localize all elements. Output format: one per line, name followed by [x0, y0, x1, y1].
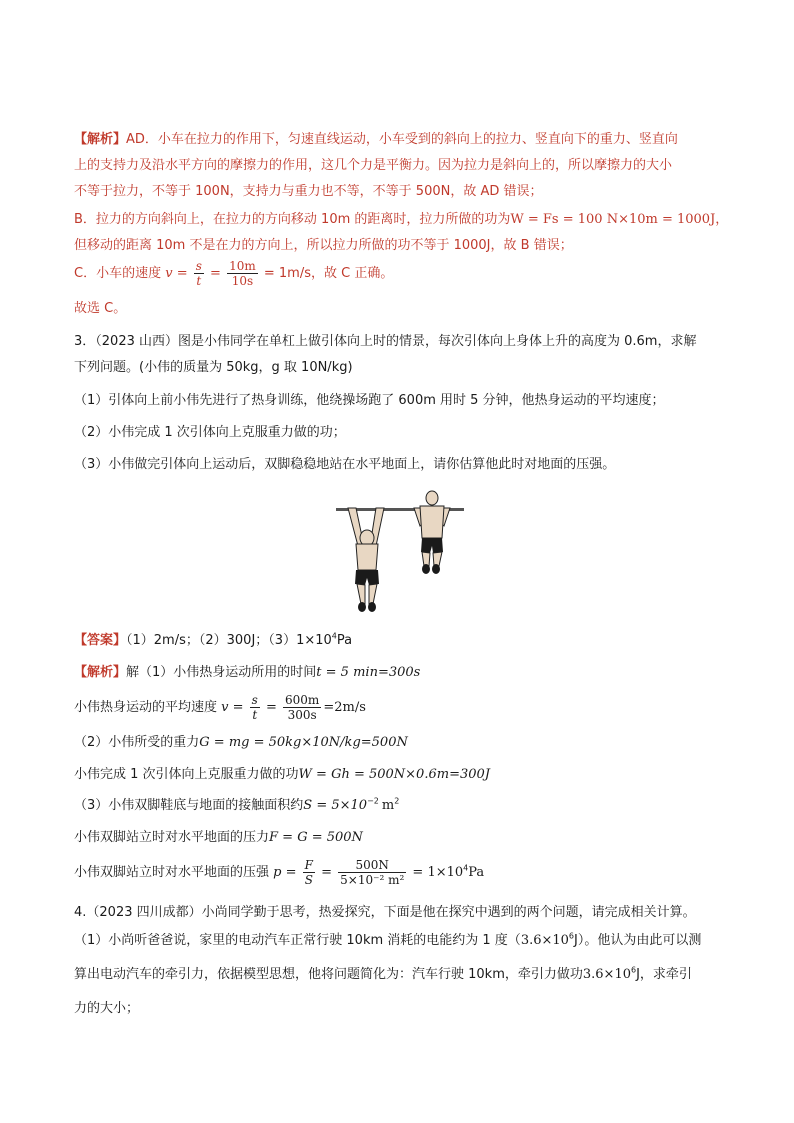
- solution-formula-3: G = mg = 50kg×10N/kg=500N: [199, 735, 408, 750]
- q3-part-2: （2）小伟完成 1 次引体向上克服重力做的功；: [74, 425, 346, 440]
- fraction-numerator: 500N: [338, 858, 406, 873]
- analysis-c-result: = 1m/s，故 C 正确。: [263, 266, 394, 281]
- solution-line-7: 小伟双脚站立时对水平地面的压强 p = $\frac{F}{S}$ = $\frac{500N}{\text{5×10⁻² m²}}$ = $1\times 10^4Pa$: [74, 858, 485, 887]
- analysis-b-text: B．拉力的方向斜向上，在拉力的方向移动 10m 的距离时，拉力所做的功为: [74, 212, 511, 227]
- q3-line-2: 下列问题。(小伟的质量为 50kg，g 取 10N/kg): [74, 360, 353, 375]
- solution-line-4: [74, 766, 490, 784]
- q3-line-1: 3．（2023 山西）图是小伟同学在单杠上做引体向上时的情景，每次引体向上身体上升的高度为 0.6m，求解: [74, 334, 697, 349]
- solution-formula-6: F = G = 500N: [269, 830, 363, 845]
- analysis-line-b2: 但移动的距离 10m 不是在力的方向上，所以拉力所做的功不等于 1000J，故 B 错误；: [74, 238, 573, 253]
- q3-part-3: （3）小伟做完引体向上运动后，双脚稳稳地站在水平地面上，请你估算他此时对地面的压强。: [74, 457, 616, 472]
- q4-text-3a: 算出电动汽车的牵引力，依据模型思想，他将问题简化为：汽车行驶 10km，牵引力做功: [74, 967, 583, 982]
- solution-line-2: 小伟热身运动的平均速度 v = $\frac{s}{t}$ = $\frac{600m}{300s}$ =2m/s: [74, 693, 366, 722]
- q4-line-4: 力的大小；: [74, 1001, 140, 1016]
- fraction-denominator: 300s: [287, 708, 317, 722]
- solution-formula-1: t = 5 min=300s: [316, 665, 421, 680]
- fraction-values: [283, 693, 321, 722]
- analysis-b-formula: W = Fs = 100 N×10m = 1000J，: [510, 212, 729, 227]
- unit: Pa: [468, 865, 485, 880]
- fraction-numerator: F: [304, 858, 313, 872]
- person-hanging-icon: [348, 508, 384, 612]
- fraction-numerator: 10m: [229, 259, 256, 273]
- answer-text: （1）2m/s；（2）300J；（3）1×10: [126, 633, 332, 648]
- fraction-denominator: 10s: [231, 274, 254, 288]
- solution-result-2: =2m/s: [323, 700, 366, 715]
- fraction-values: [338, 858, 406, 887]
- q4-line-2: [74, 932, 701, 950]
- exponent: 6: [630, 965, 637, 975]
- solution-text-4: 小伟完成 1 次引体向上克服重力做的功: [74, 767, 299, 782]
- solution-text-6: 小伟双脚站立时对水平地面的压力: [74, 830, 270, 845]
- q4-text-2b: J）。他认为由此可以测: [574, 933, 702, 948]
- solution-heading: 【解析】: [74, 665, 127, 680]
- analysis-line-1: [74, 131, 678, 149]
- solution-text-2: 小伟热身运动的平均速度: [74, 700, 218, 715]
- q4-line-3: [74, 966, 692, 984]
- solution-text-1: 解（1）小伟热身运动所用的时间: [126, 665, 317, 680]
- unit-exponent: 2: [394, 796, 400, 806]
- analysis-text: AD．小车在拉力的作用下，匀速直线运动，小车受到的斜向上的拉力、竖直向下的重力、竖直向: [126, 132, 678, 147]
- fraction-denominator: 5×10⁻² m²: [340, 873, 405, 887]
- solution-text-7: 小伟双脚站立时对水平地面的压强: [74, 865, 270, 880]
- fraction-s-over-t: [250, 693, 260, 722]
- velocity-symbol: v =: [165, 266, 188, 281]
- solution-line-3: [74, 734, 408, 752]
- q3-part-1: （1）引体向上前小伟先进行了热身训练，他绕操场跑了 600m 用时 5 分钟，他热身运动的平均速度；: [74, 393, 665, 408]
- answer-unit: Pa: [336, 633, 353, 648]
- solution-line-5: [74, 797, 399, 815]
- analysis-c-text: C．小车的速度: [74, 266, 162, 281]
- person-pulled-up-icon: [414, 491, 450, 574]
- fraction-denominator: S: [304, 873, 313, 887]
- exponent: 4: [463, 863, 469, 873]
- analysis-line-c: C．小车的速度 v = $\frac{s}{t}$ = $\frac{10m}{10s}$ = 1m/s，故 C 正确。: [74, 259, 394, 288]
- fraction-f-over-s: [303, 858, 315, 887]
- q4-text-3b: J，求牵引: [636, 967, 692, 982]
- q4-line-1: 4.（2023 四川成都）小尚同学勤于思考，热爱探究，下面是他在探究中遇到的两个问题，请完成相关计算。: [74, 905, 696, 920]
- q4-text-2a: （1）小尚听爸爸说，家里的电动汽车正常行驶 10km 消耗的电能约为 1 度（: [74, 933, 521, 948]
- fraction-numerator: 600m: [285, 693, 320, 707]
- answer-heading: 【答案】: [74, 633, 127, 648]
- analysis-line-b1: [74, 211, 728, 229]
- solution-line-6: [74, 829, 363, 847]
- analysis-line-3: 不等于拉力，不等于 100N，支持力与重力也不等，不等于 500N，故 AD 错误；: [74, 184, 543, 199]
- fraction-denominator: t: [252, 708, 258, 722]
- exponent: 6: [568, 931, 575, 941]
- velocity-symbol: v =: [221, 700, 244, 715]
- solution-result-7: = 1×10: [412, 865, 464, 880]
- q4-formula-3: 3.6×10: [582, 967, 631, 982]
- pressure-symbol: p =: [273, 865, 297, 880]
- analysis-line-2: 上的支持力及沿水平方向的摩擦力的作用，这几个力是平衡力。因为拉力是斜向上的，所以摩擦力的大小: [74, 158, 673, 173]
- analysis-heading: 【解析】: [74, 132, 127, 147]
- fraction-numerator: s: [195, 259, 202, 273]
- unit: m: [381, 798, 395, 813]
- fraction-denominator: t: [196, 274, 202, 288]
- fraction-s-over-t: [194, 259, 204, 288]
- q4-formula-2: 3.6×10: [520, 933, 569, 948]
- answer-exponent: 4: [331, 631, 337, 641]
- solution-formula-5: S = 5×10: [303, 798, 368, 813]
- solution-line-1: [74, 664, 420, 682]
- fraction-values: [227, 259, 258, 288]
- solution-text-3: （2）小伟所受的重力: [74, 735, 200, 750]
- solution-formula-4: W = Gh = 500N×0.6m=300J: [298, 767, 490, 782]
- fraction-numerator: s: [251, 693, 258, 707]
- solution-text-5: （3）小伟双脚鞋底与地面的接触面积约: [74, 798, 304, 813]
- choose-line: 故选 C。: [74, 301, 127, 316]
- answer3-line: [74, 632, 352, 650]
- exponent: −2: [367, 796, 379, 806]
- pullup-figure: [336, 486, 466, 616]
